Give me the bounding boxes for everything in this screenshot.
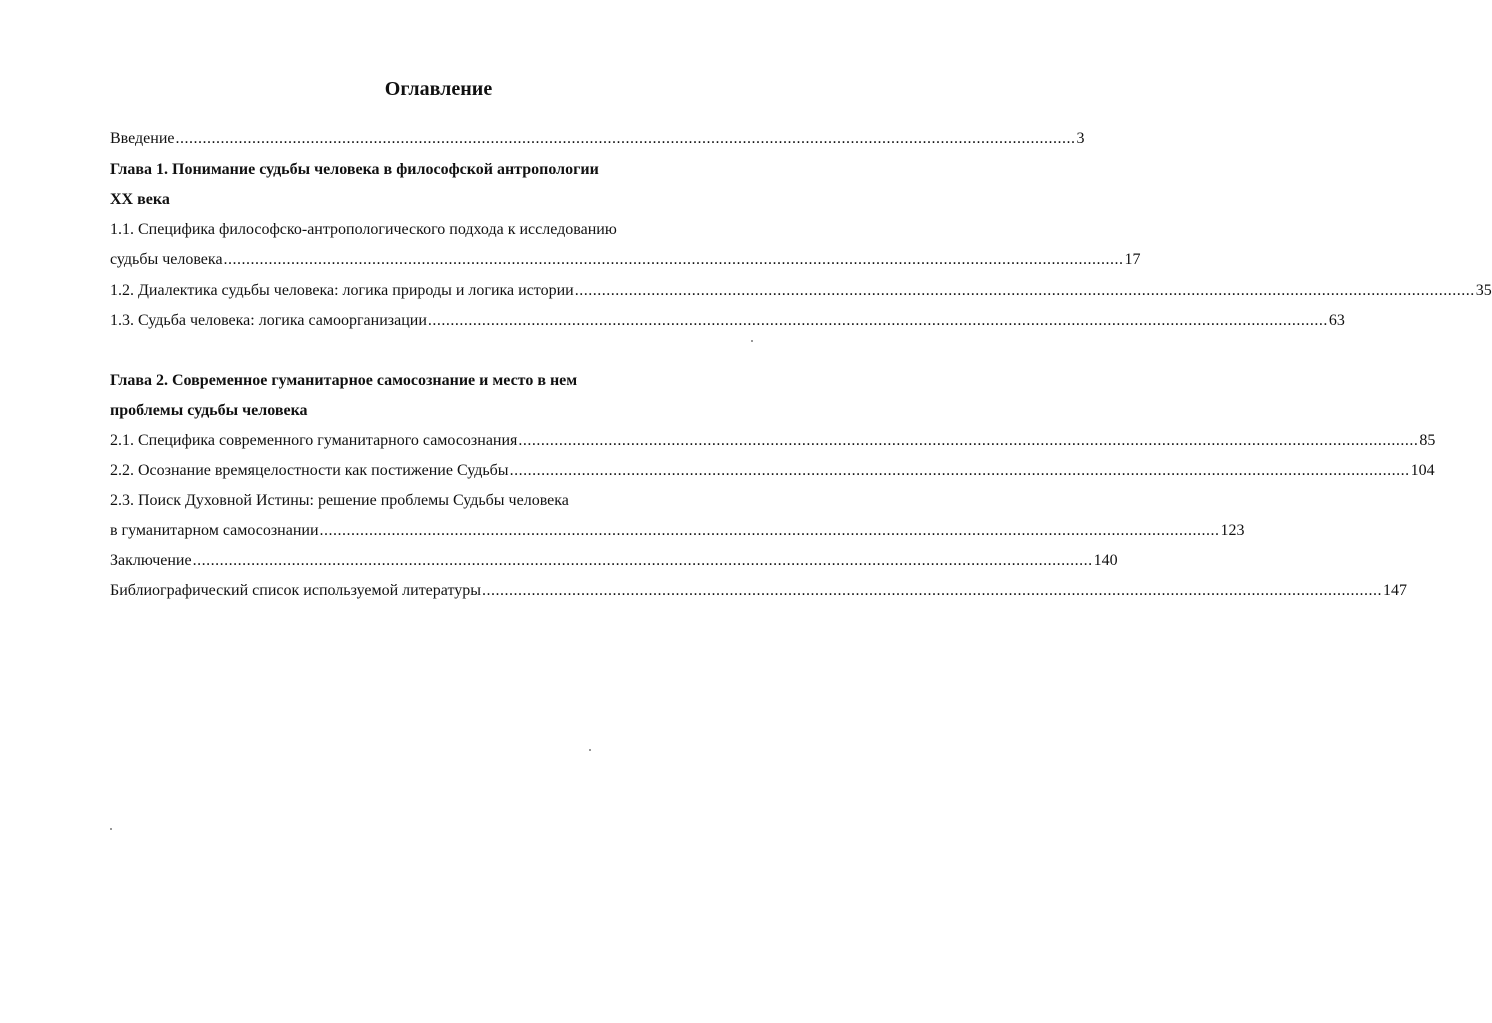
dot-leader: ........................................................................................................................................................................................................ [518,432,1419,449]
toc-entry-bibliography[interactable] [110,580,1407,602]
toc-page-number: 35 [1475,282,1492,299]
dot-leader: ........................................................................................................................................................................................................ [509,462,1410,479]
toc-entry-text: 2.2. Осознание времяцелостности как постижение Судьбы [110,462,509,479]
toc-title: Оглавление [384,78,493,100]
toc-section-2-3-line-1[interactable]: 2.3. Поиск Духовной Истины: решение проблемы Судьбы человека [110,492,569,509]
scan-speck [751,340,753,342]
toc-section-1-1-line-1[interactable]: 1.1. Специфика философско-антропологического подхода к исследованию [110,221,617,238]
toc-entry-text: 2.1. Специфика современного гуманитарного самосознания [110,432,518,449]
dot-leader: ........................................................................................................................................................................................................ [192,552,1093,569]
dot-leader: ........................................................................................................................................................................................................ [574,282,1475,299]
toc-page-number: 63 [1328,312,1345,329]
toc-chapter-2-line-1[interactable]: Глава 2. Современное гуманитарное самосознание и место в нем [110,372,578,389]
toc-entry-intro[interactable] [110,128,1085,150]
dot-leader: ........................................................................................................................................................................................................ [319,522,1220,539]
dot-leader: ........................................................................................................................................................................................................ [427,312,1328,329]
toc-page-number: 85 [1419,432,1436,449]
toc-section-2-3[interactable] [110,520,1245,542]
toc-entry-text: Библиографический список используемой литературы [110,582,481,599]
toc-section-1-1[interactable] [110,249,1141,271]
scan-speck [110,828,112,830]
toc-entry-text: Введение [110,130,175,147]
toc-entry-text: судьбы человека [110,251,223,268]
toc-page-number: 3 [1076,130,1085,147]
toc-entry-text: в гуманитарном самосознании [110,522,319,539]
toc-entry-conclusion[interactable] [110,550,1118,572]
toc-entry-text: 1.2. Диалектика судьбы человека: логика природы и логика истории [110,282,574,299]
toc-page-number: 147 [1383,582,1407,599]
toc-section-2-2[interactable] [110,460,1435,482]
dot-leader: ........................................................................................................................................................................................................ [223,251,1124,268]
dot-leader: ........................................................................................................................................................................................................ [482,582,1382,599]
toc-page-number: 104 [1410,462,1435,479]
toc-section-1-2[interactable] [110,280,1492,302]
toc-section-1-3[interactable] [110,310,1345,332]
toc-section-2-1[interactable] [110,430,1436,452]
toc-entry-text: 1.3. Судьба человека: логика самоорганизации [110,312,427,329]
toc-page-number: 140 [1093,552,1118,569]
scan-speck [589,749,591,751]
toc-chapter-1-line-2[interactable]: XX века [110,191,170,208]
toc-page-number: 17 [1124,251,1141,268]
toc-chapter-2-line-2[interactable]: проблемы судьбы человека [110,402,308,419]
dot-leader: ........................................................................................................................................................................................................ [175,130,1076,147]
toc-page-number: 123 [1220,522,1245,539]
toc-entry-text: Заключение [110,552,192,569]
toc-chapter-1-line-1[interactable]: Глава 1. Понимание судьбы человека в философской антропологии [110,161,599,178]
